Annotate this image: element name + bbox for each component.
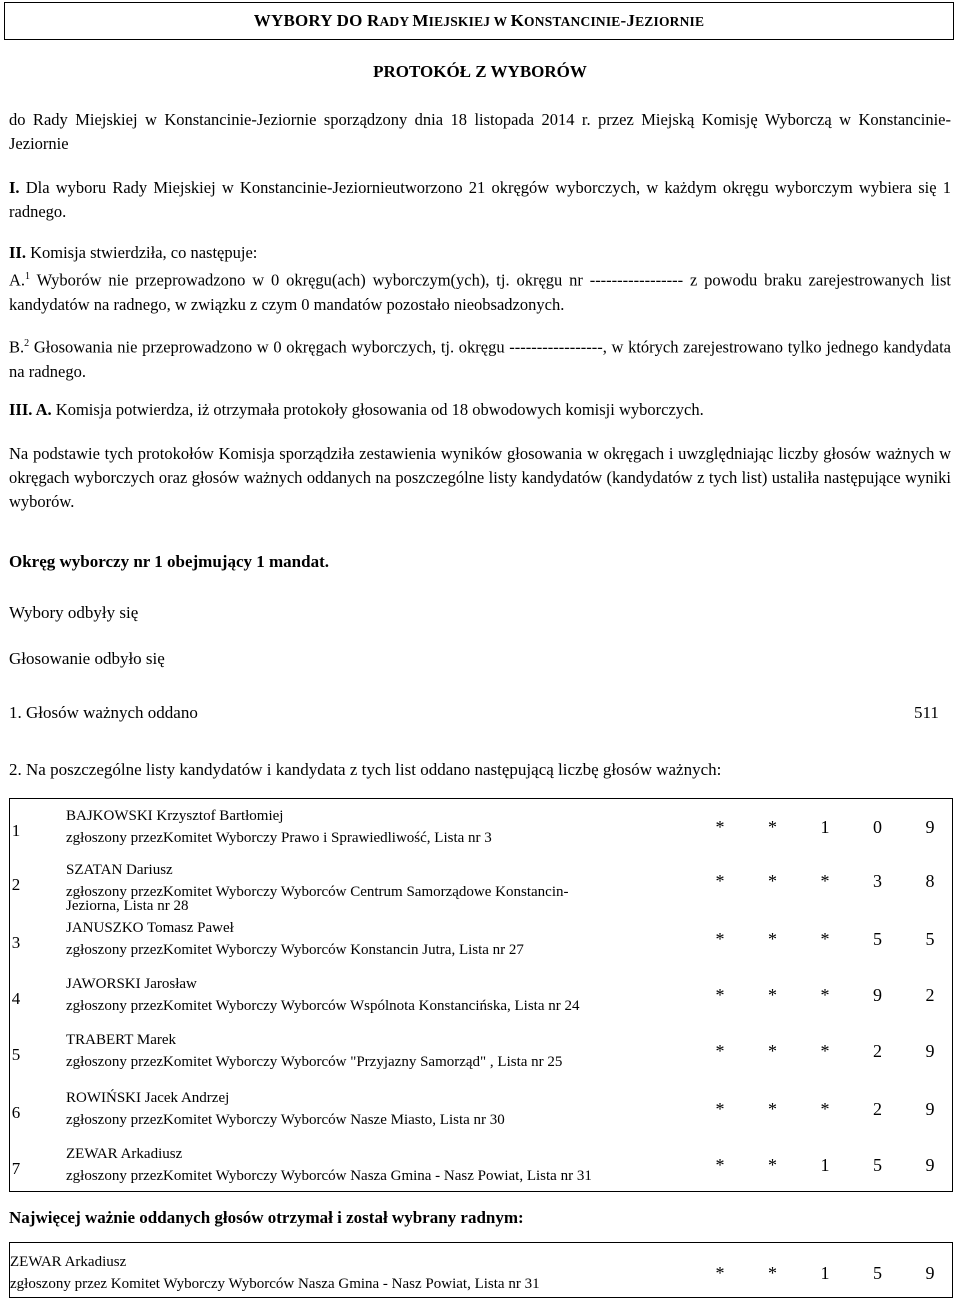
- candidates-table: [9, 798, 953, 1192]
- winner-committee: zgłoszony przez Komitet Wyborczy Wyborców Nasza Gmina - Nasz Powiat, Lista nr 31: [10, 1276, 540, 1292]
- title-segment: ONSTANCINIE: [524, 14, 621, 29]
- vote-digit: *: [768, 1099, 777, 1119]
- vote-digit: 0: [873, 817, 882, 837]
- title-segment: M: [412, 11, 429, 30]
- vote-digit: *: [820, 1099, 830, 1119]
- district-heading: Okręg wyborczy nr 1 obejmujący 1 mandat.: [9, 552, 329, 571]
- winner-heading: Najwięcej ważnie oddanych głosów otrzymał i został wybrany radnym:: [9, 1208, 524, 1227]
- point-a-label: A.: [9, 270, 26, 290]
- valid-votes-label: 1. Głosów ważnych oddano: [9, 703, 198, 722]
- vote-digit: 9: [925, 1041, 935, 1061]
- summary-paragraph: Na podstawie tych protokołów Komisja sporządziła zestawienia wyników głosowania w okręgach i uwzględniając liczby głosów ważnych w okręgach wyborczych oraz głosów ważnych oddanych na poszczególne listy kandydatów (kandydatów z tych list) ustaliła następujące wyniki wyborów.: [9, 444, 951, 511]
- winner-name: ZEWAR Arkadiusz: [10, 1254, 127, 1270]
- vote-digit: *: [715, 1155, 725, 1175]
- candidate-name: BAJKOWSKI Krzysztof Bartłomiej: [66, 808, 284, 824]
- election-title-box: [4, 2, 954, 40]
- candidate-row: [10, 1143, 952, 1199]
- candidate-votes: [710, 929, 940, 950]
- vote-digit: *: [820, 1041, 830, 1061]
- candidate-name: ROWIŃSKI Jacek Andrzej: [66, 1090, 230, 1106]
- point-b-footnote: 2: [24, 338, 30, 349]
- voting-held: Głosowanie odbyło się: [9, 649, 165, 668]
- title-segment: IEJSKIEJ W: [428, 14, 511, 29]
- election-title: [254, 11, 704, 30]
- vote-digit: *: [715, 817, 725, 837]
- candidate-row: [10, 973, 952, 1029]
- title-segment: ADY: [379, 14, 413, 29]
- vote-digit: *: [820, 985, 830, 1005]
- point-a: [9, 265, 951, 317]
- candidate-committee: zgłoszony przezKomitet Wyborczy Wyborców Nasza Gmina - Nasz Powiat, Lista nr 31: [66, 1168, 592, 1184]
- vote-digit: *: [715, 1099, 725, 1119]
- valid-votes-value: 511: [914, 703, 939, 722]
- vote-digit: 8: [925, 871, 935, 891]
- candidate-name: SZATAN Dariusz: [66, 862, 173, 878]
- section-1-label: I.: [9, 178, 20, 197]
- vote-digit: *: [768, 871, 777, 891]
- vote-digit: 9: [873, 985, 882, 1005]
- candidate-votes: [710, 817, 940, 838]
- candidate-votes: [710, 1099, 940, 1120]
- candidate-row: [10, 1029, 952, 1085]
- title-segment: -J: [620, 11, 636, 30]
- vote-digit: 1: [820, 817, 830, 837]
- candidate-name: ZEWAR Arkadiusz: [66, 1146, 183, 1162]
- vote-digit: *: [715, 871, 725, 891]
- vote-digit: 5: [873, 929, 882, 949]
- section-1-text: Dla wyboru Rady Miejskiej w Konstancinie-Jeziorniеutworzono 21 okręgów wyborczych, w każdym okręgu wyborczym wybiera się 1 radnego.: [9, 178, 951, 221]
- title-segment: K: [510, 11, 525, 30]
- candidate-votes: [710, 1041, 940, 1062]
- vote-digit: *: [768, 929, 777, 949]
- candidate-number: 7: [11, 1159, 21, 1178]
- candidate-committee: zgłoszony przezKomitet Wyborczy Wyborców Wspólnota Konstancińska, Lista nr 24: [66, 998, 580, 1014]
- candidate-committee: zgłoszony przezKomitet Wyborczy Wyborców Nasze Miasto, Lista nr 30: [66, 1112, 505, 1128]
- candidate-number: 3: [11, 933, 21, 952]
- candidate-number: 1: [11, 821, 21, 840]
- title-segment: WYBORY DO: [253, 11, 367, 30]
- candidate-number: 2: [11, 875, 21, 894]
- point-b-label: B.: [9, 337, 25, 357]
- candidate-committee: zgłoszony przezKomitet Wyborczy Prawo i Sprawiedliwość, Lista nr 3: [66, 830, 492, 846]
- candidate-row: [10, 859, 952, 915]
- protocol-title: PROTOKÓŁ Z WYBORÓW: [373, 62, 587, 81]
- section-2: [9, 241, 951, 265]
- vote-digit: *: [768, 985, 777, 1005]
- vote-digit: *: [768, 1263, 777, 1283]
- candidate-number: 4: [11, 989, 21, 1008]
- vote-digit: 5: [873, 1263, 882, 1283]
- candidate-name: JAWORSKI Jarosław: [66, 976, 197, 992]
- vote-digit: *: [715, 1041, 725, 1061]
- vote-digit: 3: [873, 871, 882, 891]
- candidate-row: [10, 917, 952, 973]
- vote-digit: *: [715, 1263, 725, 1283]
- vote-digit: 9: [925, 1155, 935, 1175]
- winner-votes: [710, 1263, 940, 1284]
- candidate-name: TRABERT Marek: [66, 1032, 177, 1048]
- title-segment: R: [366, 11, 380, 30]
- vote-digit: *: [768, 1041, 777, 1061]
- candidate-row: [10, 805, 952, 861]
- title-segment: EZIORNIE: [635, 14, 705, 29]
- candidate-name: JANUSZKO Tomasz Paweł: [66, 920, 234, 936]
- vote-digit: *: [715, 985, 725, 1005]
- section-3: [9, 398, 951, 422]
- vote-digit: 5: [873, 1155, 882, 1175]
- vote-digit: 1: [820, 1263, 830, 1283]
- candidate-votes: [710, 871, 940, 892]
- vote-digit: *: [715, 929, 725, 949]
- vote-digit: 9: [925, 817, 935, 837]
- vote-digit: 2: [873, 1041, 882, 1061]
- vote-digit: 2: [925, 985, 935, 1005]
- vote-digit: *: [768, 817, 777, 837]
- intro-paragraph: do Rady Miejskiej w Konstancinie-Jeziornie sporządzony dnia 18 listopada 2014 r. przez Miejską Komisję Wyborczą w Konstancinie-Jeziornie: [9, 110, 951, 153]
- point-a-text: Wyborów nie przeprowadzono w 0 okręgu(ach) wyborczym(ych), tj. okręgu nr ----------------- z powodu braku zarejestrowanych list kandydatów na radnego, w związku z czym 0 mandatów pozostało nieobsadzonych.: [9, 270, 951, 314]
- vote-digit: *: [820, 929, 830, 949]
- vote-digit: 2: [873, 1099, 882, 1119]
- point-b: [9, 332, 951, 384]
- vote-digit: 5: [925, 929, 935, 949]
- vote-digit: *: [820, 871, 830, 891]
- point-b-text: Głosowania nie przeprowadzono w 0 okręgach wyborczych, tj. okręgu -----------------, w których zarejestrowano tylko jednego kandydata na radnego.: [9, 337, 951, 381]
- section-2-label: II.: [9, 243, 26, 262]
- candidate-committee: zgłoszony przezKomitet Wyborczy Wyborców Konstancin Jutra, Lista nr 27: [66, 942, 524, 958]
- section-1: [9, 176, 951, 224]
- section-3-label: III. A.: [9, 400, 52, 419]
- vote-digit: 9: [925, 1263, 935, 1283]
- candidate-committee: zgłoszony przezKomitet Wyborczy Wyborców "Przyjazny Samorząd" , Lista nr 25: [66, 1054, 563, 1070]
- section-2-text: Komisja stwierdziła, co następuje:: [25, 243, 258, 262]
- candidate-votes: [710, 1155, 940, 1176]
- vote-digit: 9: [925, 1099, 935, 1119]
- section-3-text: Komisja potwierdza, iż otrzymała protokoły głosowania od 18 obwodowych komisji wyborczych.: [51, 400, 704, 419]
- candidate-votes: [710, 985, 940, 1006]
- vote-digit: 1: [820, 1155, 830, 1175]
- candidate-number: 6: [11, 1103, 21, 1122]
- list-intro: 2. Na poszczególne listy kandydatów i kandydata z tych list oddano następującą liczbę głosów ważnych:: [9, 760, 722, 779]
- point-a-footnote: 1: [25, 271, 31, 282]
- vote-digit: *: [768, 1155, 777, 1175]
- candidate-row: [10, 1087, 952, 1143]
- candidate-committee: zgłoszony przezKomitet Wyborczy Wyborców Centrum Samorządowe Konstancin-: [66, 884, 569, 900]
- elections-held: Wybory odbyły się: [9, 603, 139, 622]
- winner-box: [9, 1242, 953, 1298]
- candidate-number: 5: [11, 1045, 21, 1064]
- candidate-committee-cont: Jeziorna, Lista nr 28: [66, 898, 189, 914]
